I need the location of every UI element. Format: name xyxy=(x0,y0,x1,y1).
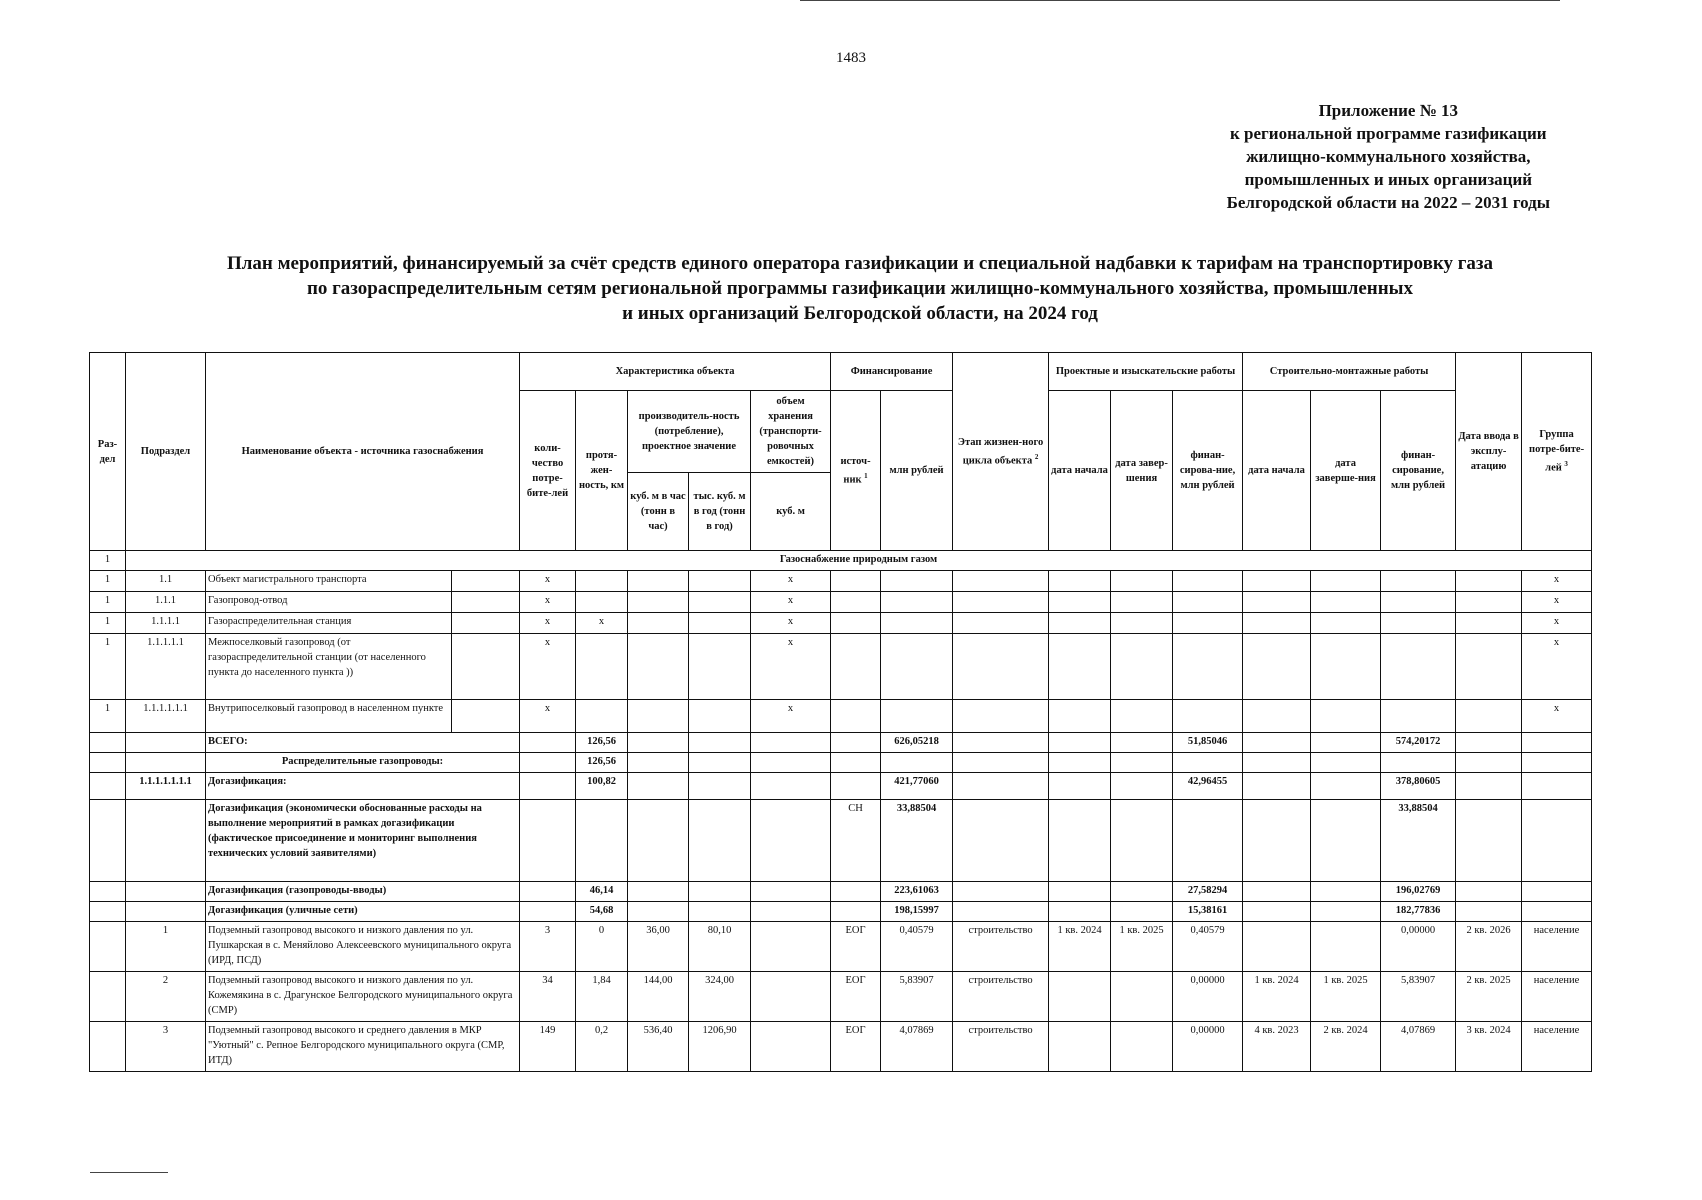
total-row xyxy=(90,753,1592,773)
cell-source: ЕОГ xyxy=(831,922,881,972)
cell-podrazdel: 1.1 xyxy=(126,571,206,592)
section-row xyxy=(90,551,1592,571)
cell-num: 3 xyxy=(126,1022,206,1072)
cell-smr-end xyxy=(1311,922,1381,972)
cell-name: Подземный газопровод высокого и низкого давления по ул. Пушкарская в с. Меняйлово Алексеевского муниципального округа (ИРД, ПСД) xyxy=(206,922,520,972)
cell-razdel: 1 xyxy=(90,571,126,592)
cell-length: 126,56 xyxy=(576,733,628,753)
cell-razdel: 1 xyxy=(90,613,126,634)
header-pir-end: дата завер-шения xyxy=(1111,391,1173,551)
cell-cap-hour: 36,00 xyxy=(628,922,689,972)
cell-qty: x xyxy=(520,613,576,634)
cell-source: СН xyxy=(831,800,881,882)
title-line: по газораспределительным сетям региональной программы газификации жилищно-коммунального хозяйства, промышленных xyxy=(306,278,1414,299)
total-row xyxy=(90,733,1592,753)
header-podrazdel: Подраздел xyxy=(126,353,206,551)
header-storage-unit: куб. м xyxy=(751,473,831,551)
header-smr-fin: финан-сирование, млн рублей xyxy=(1381,391,1456,551)
cell-name: Догазификация (уличные сети) xyxy=(206,902,520,922)
cell-smr-start: 4 кв. 2023 xyxy=(1243,1022,1311,1072)
cell-storage: x xyxy=(751,592,831,613)
cell-num: 1 xyxy=(126,922,206,972)
cell-pir-fin: 27,58294 xyxy=(1173,882,1243,902)
measures-table xyxy=(89,352,1592,1072)
section-num: 1 xyxy=(90,551,126,571)
cell-financing: 421,77060 xyxy=(881,773,953,800)
cell-storage: x xyxy=(751,613,831,634)
cell-financing: 198,15997 xyxy=(881,902,953,922)
cell-length: 100,82 xyxy=(576,773,628,800)
appendix-line: Белгородской области на 2022 – 2031 годы xyxy=(1226,193,1550,212)
cell-length: 1,84 xyxy=(576,972,628,1022)
cell-group: x xyxy=(1522,592,1592,613)
header-source: источ-ник $^1$ xyxy=(831,391,881,551)
cell-podrazdel xyxy=(126,800,206,882)
cell-razdel: 1 xyxy=(90,592,126,613)
appendix-heading xyxy=(1227,99,1550,214)
total-row xyxy=(90,882,1592,902)
section-label: Газоснабжение природным газом xyxy=(126,551,1592,571)
table-row xyxy=(90,634,1592,700)
cell-qty: x xyxy=(520,700,576,733)
cell-pir-fin: 51,85046 xyxy=(1173,733,1243,753)
cell-name: Догазификация (газопроводы-вводы) xyxy=(206,882,520,902)
header-group: Группа потре-бите-лей $^3$ xyxy=(1522,353,1592,551)
cell-podrazdel xyxy=(126,733,206,753)
cell-smr-start: 1 кв. 2024 xyxy=(1243,972,1311,1022)
cell-length xyxy=(576,592,628,613)
page-number: 1483 xyxy=(836,50,866,66)
header-financing: Финансирование xyxy=(831,353,953,391)
cell-smr-fin: 4,07869 xyxy=(1381,1022,1456,1072)
table-row xyxy=(90,571,1592,592)
cell-smr-fin: 33,88504 xyxy=(1381,800,1456,882)
cell-empty xyxy=(452,592,520,613)
cell-pir-start xyxy=(1049,972,1111,1022)
cell-group: население xyxy=(1522,972,1592,1022)
cell-financing: 223,61063 xyxy=(881,882,953,902)
cell-financing: 626,05218 xyxy=(881,733,953,753)
header-length: протя-жен-ность, км xyxy=(576,391,628,551)
cell-stage: строительство xyxy=(953,1022,1049,1072)
cell-stage: строительство xyxy=(953,972,1049,1022)
cell-length xyxy=(576,634,628,700)
cell-podrazdel xyxy=(126,902,206,922)
header-commission: Дата ввода в эксплу-атацию xyxy=(1456,353,1522,551)
cell-group: население xyxy=(1522,1022,1592,1072)
cell-smr-fin: 0,00000 xyxy=(1381,922,1456,972)
object-row xyxy=(90,922,1592,972)
cell-cap-hour: 144,00 xyxy=(628,972,689,1022)
cell-smr-fin: 574,20172 xyxy=(1381,733,1456,753)
cell-pir-fin: 42,96455 xyxy=(1173,773,1243,800)
table-row xyxy=(90,700,1592,733)
cell-pir-fin: 15,38161 xyxy=(1173,902,1243,922)
cell-qty: x xyxy=(520,571,576,592)
cell-stage: строительство xyxy=(953,922,1049,972)
cell-name: Догазификация (экономически обоснованные расходы на выполнение мероприятий в рамках догазификации (фактическое присоединение и мониторинг выполнения технических условий заявителями) xyxy=(206,800,520,882)
cell-razdel: 1 xyxy=(90,634,126,700)
cell-source: ЕОГ xyxy=(831,1022,881,1072)
cell-smr-fin: 5,83907 xyxy=(1381,972,1456,1022)
object-row xyxy=(90,1022,1592,1072)
title-line: План мероприятий, финансируемый за счёт средств единого оператора газификации и специальной надбавки к тарифам на транспортировку газа xyxy=(226,253,1494,274)
header-razdel: Раз-дел xyxy=(90,353,126,551)
cell-empty xyxy=(452,613,520,634)
cell-smr-fin: 378,80605 xyxy=(1381,773,1456,800)
cell-name: Внутрипоселковый газопровод в населенном пункте xyxy=(206,700,452,733)
cell-pir-fin: 0,40579 xyxy=(1173,922,1243,972)
header-storage: объем хранения (транспорти-ровочных емкостей) xyxy=(751,391,831,473)
header-characteristics: Характеристика объекта xyxy=(520,353,831,391)
header-smr: Строительно-монтажные работы xyxy=(1243,353,1456,391)
cell-group: x xyxy=(1522,700,1592,733)
cell-name: Межпоселковый газопровод (от газораспределительной станции (от населенного пункта до населенного пункта )) xyxy=(206,634,452,700)
cell-name: Газораспределительная станция xyxy=(206,613,452,634)
cell-pir-fin: 0,00000 xyxy=(1173,1022,1243,1072)
header-smr-end: дата заверше-ния xyxy=(1311,391,1381,551)
header-stage: Этап жизнен-ного цикла объекта $^2$ xyxy=(953,353,1049,551)
object-row xyxy=(90,972,1592,1022)
table-body xyxy=(90,551,1592,1072)
cell-podrazdel: 1.1.1.1.1.1 xyxy=(126,700,206,733)
cell-podrazdel: 1.1.1.1.1.1.1 xyxy=(126,773,206,800)
cell-length: 54,68 xyxy=(576,902,628,922)
cell-financing: 4,07869 xyxy=(881,1022,953,1072)
cell-qty: 149 xyxy=(520,1022,576,1072)
cell-storage: x xyxy=(751,700,831,733)
cell-podrazdel: 1.1.1.1 xyxy=(126,613,206,634)
cell-cap-year: 1206,90 xyxy=(689,1022,751,1072)
cell-length xyxy=(576,700,628,733)
table-header xyxy=(90,353,1592,551)
cell-storage: x xyxy=(751,634,831,700)
cell-qty: x xyxy=(520,634,576,700)
cell-length: 46,14 xyxy=(576,882,628,902)
appendix-line: промышленных и иных организаций xyxy=(1244,170,1533,189)
header-cap-hour: куб. м в час (тонн в час) xyxy=(628,473,689,551)
cell-pir-end: 1 кв. 2025 xyxy=(1111,922,1173,972)
table-row xyxy=(90,592,1592,613)
top-rule xyxy=(800,0,1560,1)
footnote-rule xyxy=(90,1172,168,1173)
cell-qty: x xyxy=(520,592,576,613)
cell-group: население xyxy=(1522,922,1592,972)
cell-qty: 3 xyxy=(520,922,576,972)
cell-financing xyxy=(881,753,953,773)
cell-financing: 5,83907 xyxy=(881,972,953,1022)
cell-smr-fin xyxy=(1381,753,1456,773)
header-pir: Проектные и изыскательские работы xyxy=(1049,353,1243,391)
header-pir-fin: финан-сирова-ние, млн рублей xyxy=(1173,391,1243,551)
total-row xyxy=(90,800,1592,882)
cell-smr-end: 1 кв. 2025 xyxy=(1311,972,1381,1022)
cell-source: ЕОГ xyxy=(831,972,881,1022)
cell-empty xyxy=(452,571,520,592)
cell-name: Газопровод-отвод xyxy=(206,592,452,613)
cell-pir-start: 1 кв. 2024 xyxy=(1049,922,1111,972)
cell-group: x xyxy=(1522,571,1592,592)
table-row xyxy=(90,613,1592,634)
appendix-line: к региональной программе газификации xyxy=(1230,124,1547,143)
cell-empty xyxy=(452,700,520,733)
header-smr-start: дата начала xyxy=(1243,391,1311,551)
cell-group: x xyxy=(1522,613,1592,634)
cell-qty: 34 xyxy=(520,972,576,1022)
cell-num: 2 xyxy=(126,972,206,1022)
cell-podrazdel: 1.1.1 xyxy=(126,592,206,613)
cell-cap-year: 80,10 xyxy=(689,922,751,972)
header-capacity: производитель-ность (потребление), проектное значение xyxy=(628,391,751,473)
cell-length: x xyxy=(576,613,628,634)
cell-name: Подземный газопровод высокого и низкого давления по ул. Кожемякина в с. Драгунское Белгородского муниципального округа (СМР) xyxy=(206,972,520,1022)
document-title xyxy=(60,251,1660,326)
cell-pir-fin xyxy=(1173,800,1243,882)
cell-commission: 2 кв. 2026 xyxy=(1456,922,1522,972)
cell-commission: 2 кв. 2025 xyxy=(1456,972,1522,1022)
cell-pir-fin xyxy=(1173,753,1243,773)
cell-cap-year: 324,00 xyxy=(689,972,751,1022)
cell-cap-hour: 536,40 xyxy=(628,1022,689,1072)
cell-smr-end: 2 кв. 2024 xyxy=(1311,1022,1381,1072)
cell-name: Подземный газопровод высокого и среднего давления в МКР "Уютный" с. Репное Белгородского муниципального округа (СМР, ИТД) xyxy=(206,1022,520,1072)
header-pir-start: дата начала xyxy=(1049,391,1111,551)
cell-podrazdel xyxy=(126,882,206,902)
total-row xyxy=(90,773,1592,800)
cell-razdel: 1 xyxy=(90,700,126,733)
cell-length: 126,56 xyxy=(576,753,628,773)
cell-pir-start xyxy=(1049,1022,1111,1072)
header-mln: млн рублей xyxy=(881,391,953,551)
cell-financing: 0,40579 xyxy=(881,922,953,972)
cell-length xyxy=(576,571,628,592)
cell-commission: 3 кв. 2024 xyxy=(1456,1022,1522,1072)
cell-length: 0 xyxy=(576,922,628,972)
cell-pir-end xyxy=(1111,972,1173,1022)
cell-pir-fin: 0,00000 xyxy=(1173,972,1243,1022)
cell-smr-fin: 182,77836 xyxy=(1381,902,1456,922)
cell-podrazdel: 1.1.1.1.1 xyxy=(126,634,206,700)
header-qty: коли-чество потре-бите-лей xyxy=(520,391,576,551)
cell-name: ВСЕГО: xyxy=(206,733,520,753)
appendix-line: Приложение № 13 xyxy=(1318,101,1459,120)
cell-group: x xyxy=(1522,634,1592,700)
total-row xyxy=(90,902,1592,922)
cell-name: Догазификация: xyxy=(206,773,520,800)
header-cap-year: тыс. куб. м в год (тонн в год) xyxy=(689,473,751,551)
appendix-line: жилищно-коммунального хозяйства, xyxy=(1246,147,1531,166)
cell-smr-fin: 196,02769 xyxy=(1381,882,1456,902)
cell-empty xyxy=(452,634,520,700)
cell-length: 0,2 xyxy=(576,1022,628,1072)
cell-smr-start xyxy=(1243,922,1311,972)
cell-storage: x xyxy=(751,571,831,592)
title-line: и иных организаций Белгородской области, на 2024 год xyxy=(622,303,1098,324)
cell-name: Распределительные газопроводы: xyxy=(206,753,520,773)
cell-financing: 33,88504 xyxy=(881,800,953,882)
header-name: Наименование объекта - источника газоснабжения xyxy=(206,353,520,551)
cell-podrazdel xyxy=(126,753,206,773)
cell-pir-end xyxy=(1111,1022,1173,1072)
cell-length xyxy=(576,800,628,882)
cell-name: Объект магистрального транспорта xyxy=(206,571,452,592)
